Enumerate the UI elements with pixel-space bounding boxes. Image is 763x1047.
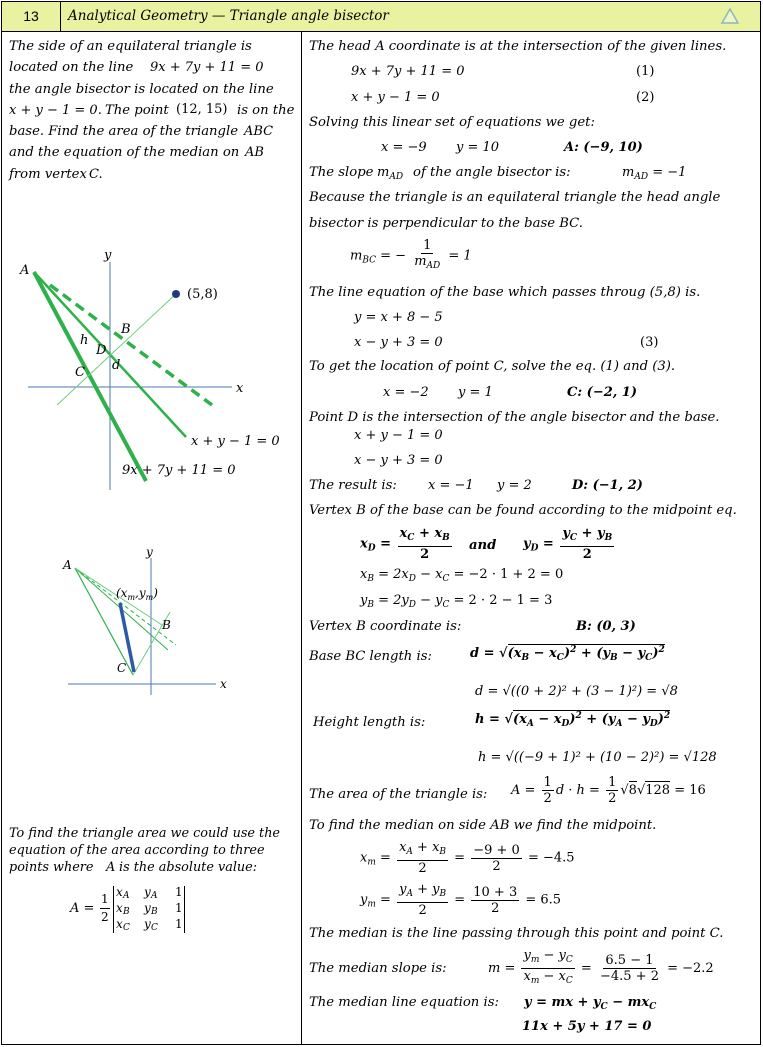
label-x: x xyxy=(236,381,244,396)
solution-1-A: A: (−9, 10) xyxy=(564,140,643,155)
right-line-5: bisector is perpendicular to the base BC. xyxy=(309,216,583,231)
vertex-B-coordinate: B: (0, 3) xyxy=(576,619,636,634)
area-line-2: equation of the area according to three xyxy=(9,843,265,858)
xb-calculation: $x_B = 2x_D - x_C = -2 \cdot 1 + 2 = 0$ xyxy=(360,567,564,584)
problem-line-1: The side of an equilateral triangle is xyxy=(9,39,252,54)
fig2-label-C: C xyxy=(117,661,127,675)
eq-3b: x − y + 3 = 0 xyxy=(354,335,443,350)
problem-c: C. xyxy=(89,167,103,182)
fig2-label-x: x xyxy=(220,677,227,691)
right-line-12: Base BC length is: xyxy=(309,649,432,664)
right-line-15: To find the median on side AB we find the midpoint. xyxy=(309,818,657,833)
problem-line-5: is on the xyxy=(237,103,295,118)
up-triangle-icon[interactable] xyxy=(720,7,740,25)
yb-calculation: $y_B = 2y_D - y_C = 2 \cdot 2 - 1 = 3$ xyxy=(360,593,553,610)
fig2-label-midpoint: $(x_m,y_m)$ xyxy=(116,586,158,602)
figure-triangle-construction xyxy=(0,240,300,500)
slope-mbc-equation: $m_{BC}$ = − $\frac{1}{m_{AD}}$ = 1 xyxy=(350,238,472,271)
right-line-8: Point D is the intersection of the angle bisector and the base. xyxy=(309,410,720,425)
det-lhs: A = xyxy=(70,901,95,916)
midpoint-ym: $y_m$ = $\frac{y_A + y_B}{2}$ = $\frac{10 + 3}{2}$ = 6.5 xyxy=(360,882,562,918)
midpoint-xm: $x_m$ = $\frac{x_A + x_B}{2}$ = $\frac{-9 + 0}{2}$ = −4.5 xyxy=(360,840,575,876)
label-d: d xyxy=(112,358,121,373)
solution-3-y: y = 2 xyxy=(497,478,532,493)
area-calculation: A = $\frac{1}{2}$ d · h = $\frac{1}{2}$ √8√128 = 16 xyxy=(511,775,706,806)
right-line-11: Vertex B coordinate is: xyxy=(309,619,462,634)
problem-line-8: from vertex xyxy=(9,167,87,182)
fig2-label-A: A xyxy=(63,558,72,572)
figure-median xyxy=(0,540,300,700)
solution-2-x: x = −2 xyxy=(383,385,429,400)
label-C: C xyxy=(75,365,85,380)
label-D: D xyxy=(96,343,107,358)
right-line-16: The median is the line passing through this point and point C. xyxy=(309,926,724,941)
median-slope: m = $\frac{y_m - y_C}{x_m - x_C}$ = $\frac{6.5 - 1}{-4.5 + 2}$ = −2.2 xyxy=(488,948,714,986)
solution-2-C: C: (−2, 1) xyxy=(567,385,638,400)
problem-line-2: located on the line xyxy=(9,60,134,75)
fig2-label-y: y xyxy=(146,545,153,559)
eq-3-number: (3) xyxy=(640,335,659,350)
right-line-17: The median slope is: xyxy=(309,961,447,976)
det-frac-one: 1 xyxy=(101,892,109,906)
right-line-1: The head A coordinate is at the intersection of the given lines. xyxy=(309,39,727,54)
label-y: y xyxy=(104,248,112,263)
eq-2: x + y − 1 = 0 xyxy=(351,90,440,105)
distance-h-value: h = √((−9 + 1)² + (10 − 2)²) = √128 xyxy=(478,750,717,765)
fig2-label-B: B xyxy=(162,618,171,632)
eq-2-number: (2) xyxy=(636,90,655,105)
right-line-14: The area of the triangle is: xyxy=(309,787,488,802)
label-line-x-y: x + y − 1 = 0 xyxy=(191,434,280,449)
problem-eq-2: x + y − 1 = 0. xyxy=(9,103,102,118)
area-line-1: To find the triangle area we could use the xyxy=(9,826,281,841)
right-line-6: The line equation of the base which passes throug (5,8) is. xyxy=(309,285,701,300)
problem-point: (12, 15) xyxy=(176,102,228,117)
eq-1: 9x + 7y + 11 = 0 xyxy=(351,64,465,79)
area-line-3-var: A xyxy=(106,860,116,875)
eq-3a: y = x + 8 − 5 xyxy=(354,310,443,325)
problem-line-6: base. Find the area of the triangle xyxy=(9,124,239,139)
slope-mad-value: $m_{AD} = -1$ xyxy=(622,165,687,182)
label-A: A xyxy=(20,263,30,278)
eq-D1: x + y − 1 = 0 xyxy=(354,428,443,443)
label-point-5-8: (5,8) xyxy=(187,287,218,302)
midpoint-and: and xyxy=(469,538,497,553)
median-equation-final: 11x + 5y + 17 = 0 xyxy=(522,1019,652,1034)
label-B: B xyxy=(121,322,131,337)
area-line-4: is the absolute value: xyxy=(119,860,258,875)
midpoint-y-formula: $y_D$ = $\frac{y_C + y_B}{2}$ xyxy=(523,526,613,562)
area-line-3: points where xyxy=(9,860,94,875)
right-line-13: Height length is: xyxy=(313,715,426,730)
det-bar-right xyxy=(184,886,185,933)
page-title: Analytical Geometry — Triangle angle bisector xyxy=(68,8,389,24)
column-divider xyxy=(301,32,302,1045)
median-equation-general: y = mx + $y_C - mx_C$ xyxy=(524,995,657,1012)
solution-3-D: D: (−1, 2) xyxy=(572,478,643,493)
distance-formula-d: $d = √(x_B - x_C)^2 + (y_B - y_C)^2$ xyxy=(470,645,665,663)
problem-abc: ABC xyxy=(244,124,274,139)
midpoint-x-formula: $x_D$ = $\frac{x_C + x_B}{2}$ xyxy=(360,526,450,562)
header-bar xyxy=(1,1,761,32)
right-line-7: To get the location of point C, solve the eq. (1) and (3). xyxy=(309,359,676,374)
eq-1-number: (1) xyxy=(636,64,655,79)
right-line-3a: The slope xyxy=(309,165,374,180)
det-frac-bar xyxy=(100,908,110,909)
problem-ab: AB xyxy=(245,145,264,160)
solution-1-y: y = 10 xyxy=(456,140,500,155)
solution-1-x: x = −9 xyxy=(381,140,427,155)
eq-D2: x − y + 3 = 0 xyxy=(354,453,443,468)
label-line-9x7y: 9x + 7y + 11 = 0 xyxy=(122,463,236,478)
problem-eq-1: 9x + 7y + 11 = 0 xyxy=(150,60,264,75)
point-5-8-marker xyxy=(172,290,180,298)
problem-line-7: and the equation of the median on xyxy=(9,145,240,160)
section-number: 13 xyxy=(2,2,61,31)
solution-2-y: y = 1 xyxy=(458,385,493,400)
right-line-9: The result is: xyxy=(309,478,397,493)
det-bar-left xyxy=(113,886,114,933)
right-line-10: Vertex B of the base can be found according to the midpoint eq. xyxy=(309,503,737,518)
solution-3-x: x = −1 xyxy=(428,478,474,493)
distance-d-value: d = √((0 + 2)² + (3 − 1)²) = √8 xyxy=(475,684,678,699)
right-line-2: Solving this linear set of equations we get: xyxy=(309,115,595,130)
problem-line-4: The point xyxy=(105,103,169,118)
right-line-18: The median line equation is: xyxy=(309,995,499,1010)
problem-line-3: the angle bisector is located on the line xyxy=(9,82,274,97)
right-line-3b: of the angle bisector is: xyxy=(413,165,571,180)
right-line-4: Because the triangle is an equilateral triangle the head angle xyxy=(309,190,721,205)
det-frac-two: 2 xyxy=(101,910,109,924)
distance-formula-h: $h = √(x_A - x_D)^2 + (y_A - y_D)^2$ xyxy=(475,711,671,729)
slope-mad-label: $m_{AD}$ xyxy=(377,165,404,182)
label-h: h xyxy=(80,333,89,348)
